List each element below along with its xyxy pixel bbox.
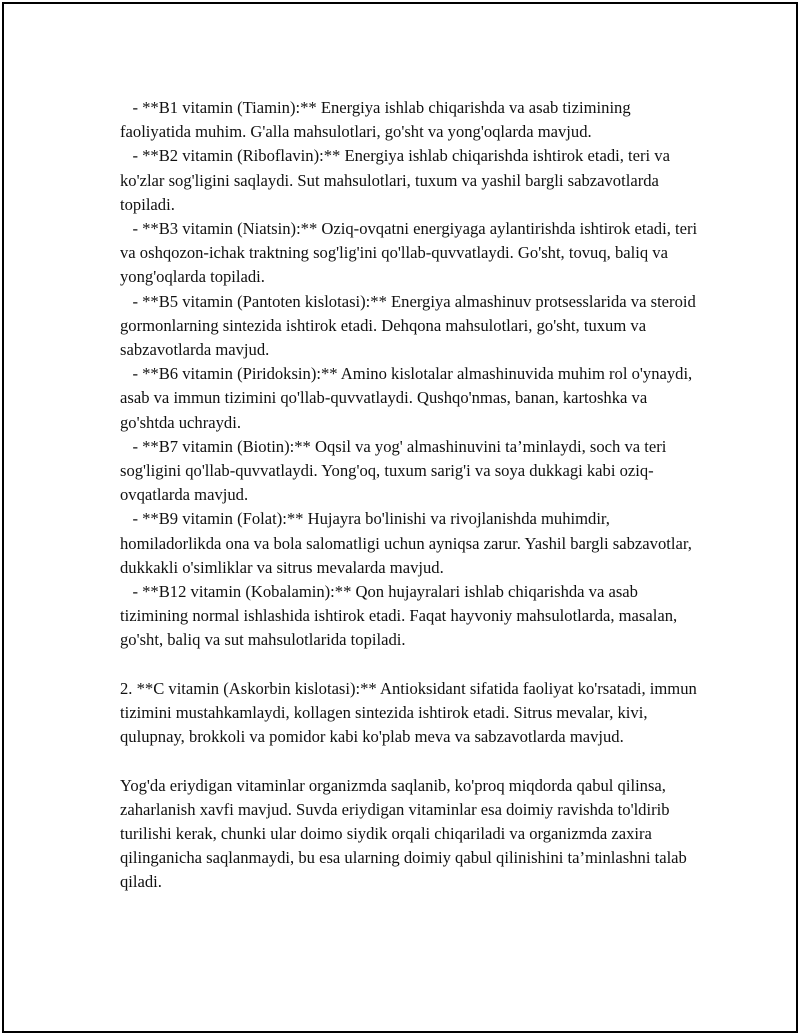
vitamin-b9-item: - **B9 vitamin (Folat):** Hujayra bo'linishi va rivojlanishda muhimdir, homiladorlikda ona va bola salomatligi uchun ayniqsa zarur. Yashil bargli sabzavotlar, dukkakli o'simliklar va sitrus mevalarda mavjud. xyxy=(120,509,696,577)
vitamin-b5-item: - **B5 vitamin (Pantoten kislotasi):** Energiya almashinuv protsesslarida va steroid gormonlarning sintezida ishtirok etadi. Dehqona mahsulotlari, go'sht, tuxum va sabzavotlarda mavjud. xyxy=(120,291,700,360)
paragraph-spacer xyxy=(120,653,700,677)
paragraph-spacer xyxy=(120,749,700,773)
vitamin-b1-item: - **B1 vitamin (Tiamin):** Energiya ishlab chiqarishda va asab tizimining faoliyatida muhim. G'alla mahsulotlari, go'sht va yong'oqlarda mavjud. xyxy=(120,98,635,142)
vitamin-b3-item: - **B3 vitamin (Niatsin):** Oziq-ovqatni energiyaga aylantirishda ishtirok etadi, teri va oshqozon-ichak traktning sog'lig'ini qo'llab-quvvatlaydi. Go'sht, tovuq, baliq va yong'oqlarda topiladi. xyxy=(120,219,702,287)
vitamin-b7-item: - **B7 vitamin (Biotin):** Oqsil va yog' almashinuvini ta’minlaydi, soch va teri sog'ligini qo'llab-quvvatlaydi. Yong'oq, tuxum sarig'i va soya dukkagi kabi oziq-ovqatlarda mavjud. xyxy=(120,436,671,505)
document-body xyxy=(120,96,700,895)
vitamin-b12-item: - **B12 vitamin (Kobalamin):** Qon hujayralari ishlab chiqarishda va asab tizimining normal ishlashida ishtirok etadi. Faqat hayvoniy mahsulotlarda, masalan, go'sht, baliq va sut mahsulotlarida topiladi. xyxy=(120,582,682,650)
vitamin-c-paragraph: 2. **C vitamin (Askorbin kislotasi):** Antioksidant sifatida faoliyat ko'rsatadi, immun tizimini mustahkamlaydi, kollagen sintezida ishtirok etadi. Sitrus mevalar, kivi, qulupnay, brokkoli va pomidor kabi ko'plab meva va sabzavotlarda mavjud. xyxy=(120,678,701,747)
vitamin-b6-item: - **B6 vitamin (Piridoksin):** Amino kislotalar almashinuvida muhim rol o'ynaydi, asab va immun tizimini qo'llab-quvvatlaydi. Qushqo'nmas, banan, kartoshka va go'shtda uchraydi. xyxy=(120,364,697,432)
vitamin-b2-item: - **B2 vitamin (Riboflavin):** Energiya ishlab chiqarishda ishtirok etadi, teri va ko'zlar sog'ligini saqlaydi. Sut mahsulotlari, tuxum va yashil bargli sabzavotlarda topiladi. xyxy=(120,146,675,214)
conclusion-paragraph: Yog'da eriydigan vitaminlar organizmda saqlanib, ko'proq miqdorda qabul qilinsa, zaharlanish xavfi mavjud. Suvda eriydigan vitaminlar esa doimiy ravishda to'ldirib turilishi kerak, chunki ular doimo siydik orqali chiqariladi va organizmda zaxira qilinganicha saqlanmaydi, bu esa ularning doimiy qabul qilinishini ta’minlashni talab qiladi. xyxy=(120,775,692,892)
page-frame xyxy=(2,2,798,1033)
